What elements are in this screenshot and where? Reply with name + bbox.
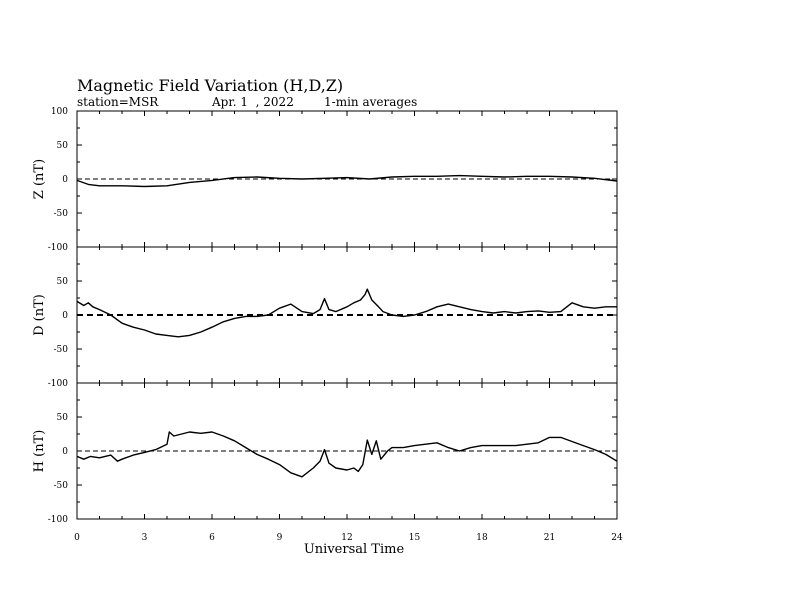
- x-tick-label: 12: [341, 533, 353, 543]
- y-tick-label: 100: [50, 107, 68, 117]
- y-tick-label: 50: [56, 141, 68, 151]
- y-tick-label: -100: [47, 243, 68, 253]
- chart-title: Magnetic Field Variation (H,D,Z): [77, 76, 344, 95]
- d-component-panel: [32, 247, 617, 389]
- station-label: station=MSR: [77, 95, 159, 109]
- y-tick-label: 50: [56, 277, 68, 287]
- x-axis-label: Universal Time: [303, 542, 405, 557]
- y-tick-label: 0: [62, 311, 68, 321]
- y-tick-label: -50: [53, 345, 68, 355]
- x-tick-label: 18: [476, 533, 488, 543]
- y-tick-label: -50: [53, 209, 68, 219]
- x-tick-label: 6: [209, 533, 215, 543]
- y-tick-label: 0: [62, 175, 68, 185]
- x-tick-label: 0: [74, 533, 80, 543]
- x-tick-label: 21: [543, 533, 556, 543]
- date-label: Apr. 1 , 2022: [212, 95, 294, 109]
- series-line: [77, 176, 617, 187]
- series-line: [77, 289, 617, 337]
- averaging-label: 1-min averages: [324, 95, 418, 109]
- x-tick-label: 15: [408, 533, 421, 543]
- x-tick-label: 9: [276, 533, 283, 543]
- y-tick-label: -100: [47, 379, 68, 389]
- x-tick-label: 3: [141, 533, 148, 543]
- y-tick-label: 0: [62, 447, 68, 457]
- y-axis-label: D (nT): [32, 294, 47, 336]
- y-tick-label: -100: [47, 515, 68, 525]
- y-axis-label: Z (nT): [32, 158, 47, 200]
- y-axis-label: H (nT): [32, 429, 47, 473]
- y-tick-label: 50: [56, 413, 68, 423]
- z-component-panel: [32, 107, 617, 253]
- h-component-panel: [32, 383, 617, 525]
- series-line: [77, 432, 617, 477]
- x-tick-label: 24: [611, 533, 623, 543]
- y-tick-label: -50: [53, 481, 68, 491]
